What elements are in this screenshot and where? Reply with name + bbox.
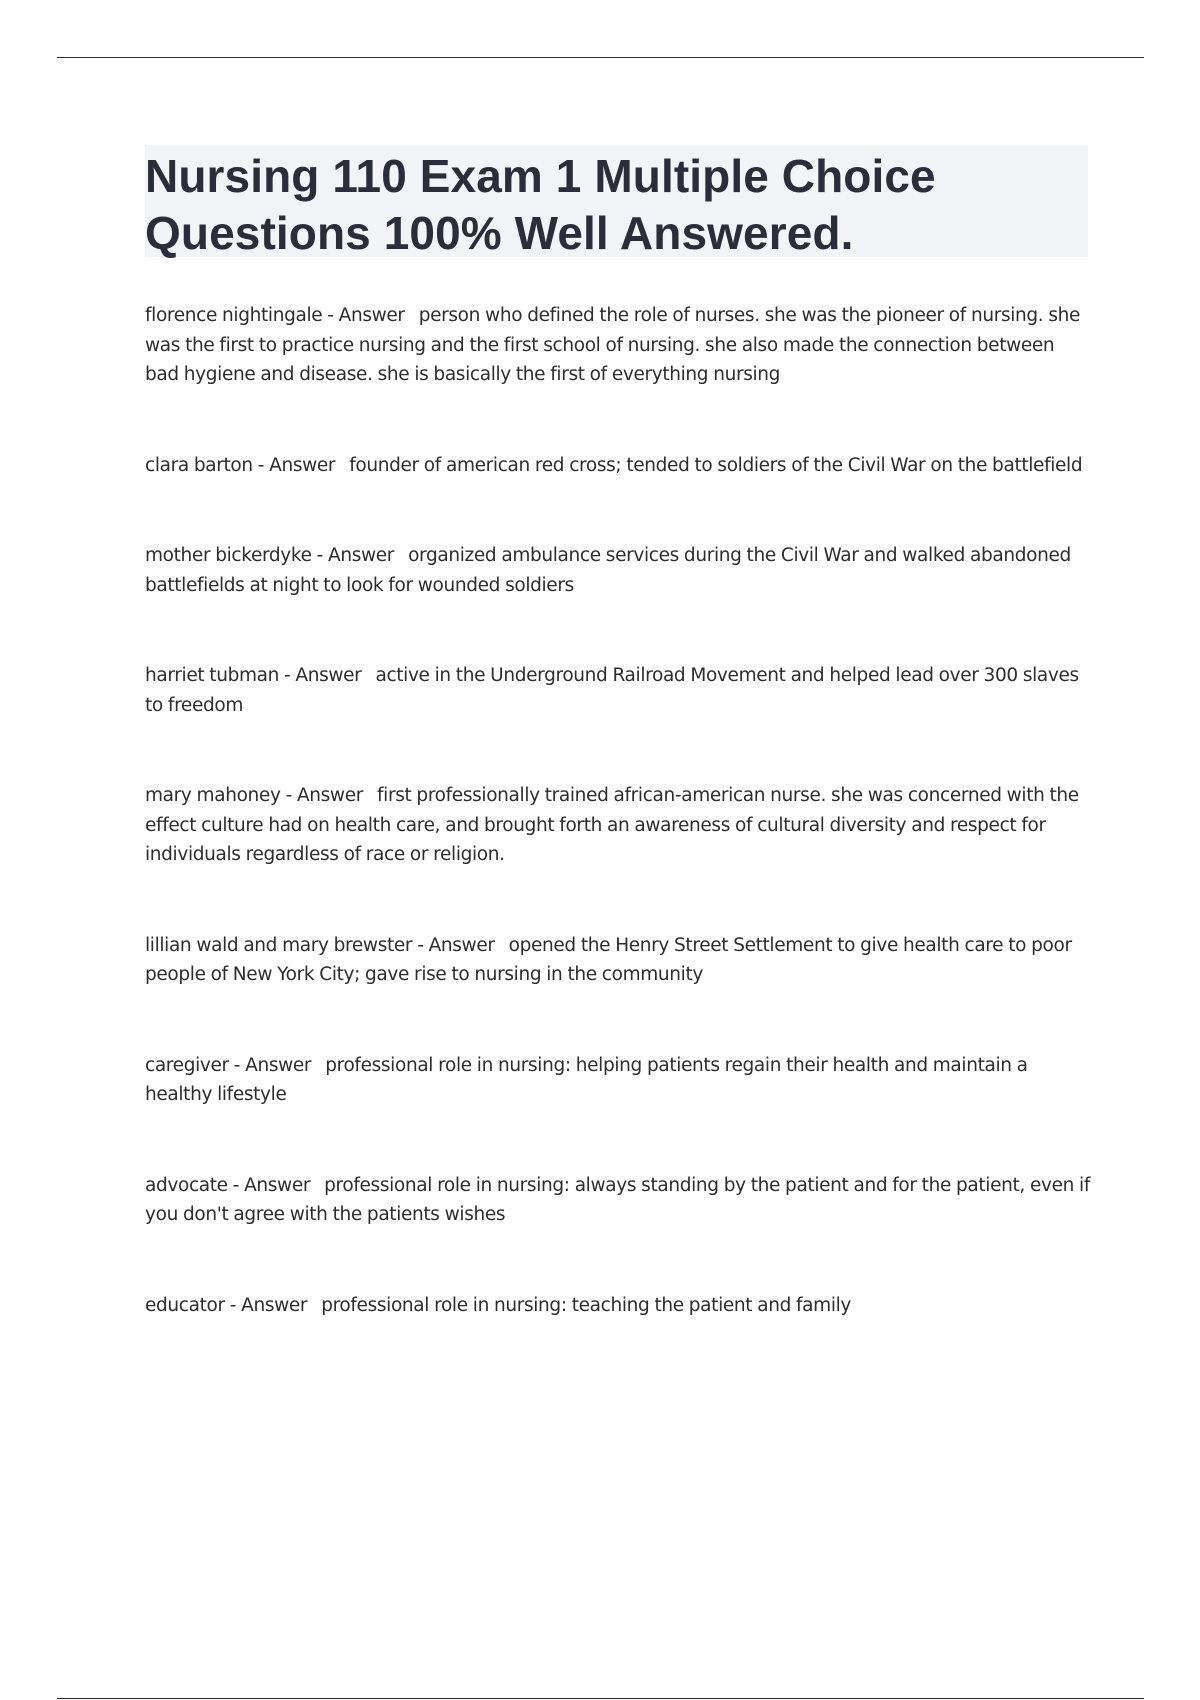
qa-entry — [145, 1171, 1090, 1230]
entry-answer: first professionally trained african-american nurse. she was concerned with the effect culture had on health care, and brought forth an awareness of cultural diversity and respect for individuals regardless of race or religion. — [145, 785, 1079, 865]
top-divider — [57, 57, 1144, 58]
entry-term: lillian wald and mary brewster — [145, 934, 413, 956]
qa-entry — [145, 1051, 1090, 1110]
entry-answer: professional role in nursing: teaching the patient and family — [321, 1294, 851, 1316]
answer-label: - Answer — [233, 1054, 312, 1076]
answer-label: - Answer — [284, 665, 362, 686]
qa-entry — [145, 451, 1090, 481]
answer-label: - Answer — [327, 305, 405, 326]
qa-entry — [145, 301, 1090, 390]
qa-entry — [145, 541, 1090, 600]
entry-term: harriet tubman — [145, 665, 280, 686]
answer-label: - Answer — [257, 454, 336, 476]
answer-label: - Answer — [316, 545, 395, 566]
title-banner — [145, 145, 1088, 257]
entry-answer: organized ambulance services during the Civil War and walked abandoned battlefields at night to look for wounded soldiers — [145, 545, 1071, 596]
entry-term: advocate — [145, 1174, 228, 1196]
answer-label: - Answer — [417, 934, 495, 956]
entry-term: caregiver — [145, 1054, 229, 1076]
entry-answer: person who defined the role of nurses. she was the pioneer of nursing. she was the first to practice nursing and the first school of nursing. she also made the connection between bad hygiene and disease. she is basically the first of everything nursing — [145, 305, 1081, 385]
qa-entry — [145, 661, 1090, 720]
bottom-divider — [57, 1698, 1144, 1699]
entry-answer: professional role in nursing: always standing by the patient and for the patient, even if you don't agree with the patients wishes — [145, 1174, 1090, 1225]
qa-entry — [145, 931, 1090, 990]
entry-term: mother bickerdyke — [145, 545, 312, 566]
entry-answer: active in the Underground Railroad Movement and helped lead over 300 slaves to freedom — [145, 665, 1079, 716]
entry-term: mary mahoney — [145, 785, 281, 806]
entry-term: educator — [145, 1294, 225, 1316]
qa-entry — [145, 1291, 1090, 1321]
qa-list — [145, 301, 1090, 1320]
answer-label: - Answer — [285, 785, 363, 806]
entry-term: clara barton — [145, 454, 253, 476]
entry-answer: opened the Henry Street Settlement to give health care to poor people of New York City; gave rise to nursing in the community — [145, 934, 1072, 985]
entry-term: florence nightingale — [145, 305, 323, 326]
answer-label: - Answer — [232, 1174, 311, 1196]
qa-entry — [145, 781, 1090, 870]
entry-answer: founder of american red cross; tended to soldiers of the Civil War on the battlefield — [349, 454, 1083, 476]
answer-label: - Answer — [229, 1294, 308, 1316]
document-title: Nursing 110 Exam 1 Multiple Choice Questions 100% Well Answered. — [145, 150, 936, 259]
entry-answer: professional role in nursing: helping patients regain their health and maintain a healthy lifestyle — [145, 1054, 1028, 1105]
